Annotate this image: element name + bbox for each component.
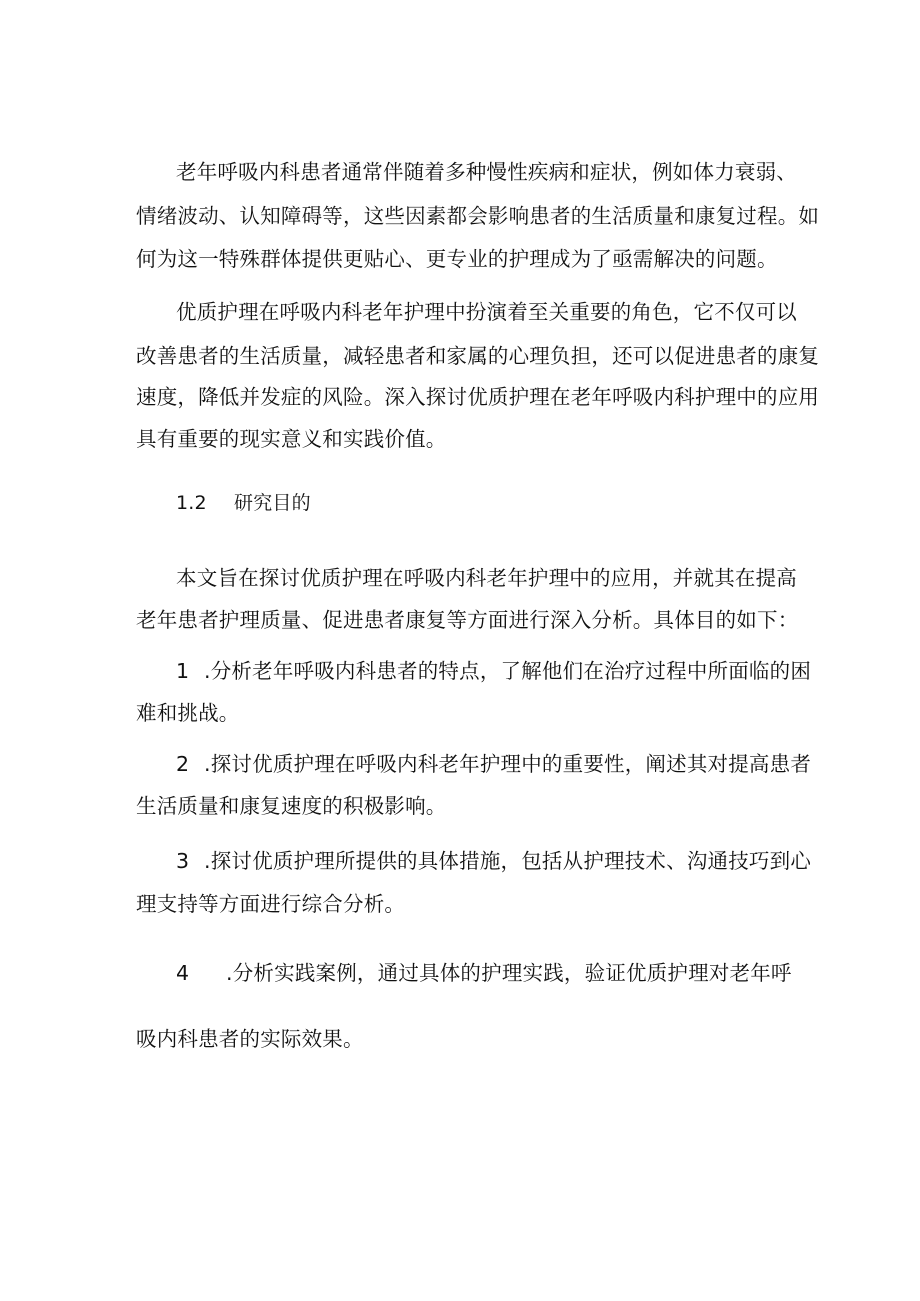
paragraph-1-line-3: 何为这一特殊群体提供更贴心、更专业的护理成为了亟需解决的问题。 — [136, 247, 778, 271]
list-item-3-continuation: 理支持等方面进行综合分析。 — [136, 892, 406, 916]
paragraph-2-line-3: 速度，降低并发症的风险。深入探讨优质护理在老年呼吸内科护理中的应用 — [136, 385, 820, 409]
list-item-2 — [176, 749, 836, 779]
list-item-number: 4 — [176, 961, 190, 985]
section-heading — [176, 488, 836, 518]
list-item-1-continuation: 难和挑战。 — [136, 701, 240, 725]
list-item-1 — [176, 656, 836, 686]
paragraph-3-line-1: 本文旨在探讨优质护理在呼吸内科老年护理中的应用，并就其在提高 — [176, 566, 797, 590]
list-item-2-continuation: 生活质量和康复速度的积极影响。 — [136, 794, 447, 818]
paragraph-2-line-2: 改善患者的生活质量，减轻患者和家属的心理负担，还可以促进患者的康复 — [136, 344, 820, 368]
list-item-number: 3 — [176, 849, 190, 873]
paragraph-2-line-1: 优质护理在呼吸内科老年护理中扮演着至关重要的角色，它不仅可以 — [176, 300, 797, 324]
list-item-number: 2 — [176, 752, 190, 776]
list-item-text: .探讨优质护理在呼吸内科老年护理中的重要性，阐述其对提高患者 — [204, 752, 812, 776]
paragraph-3-line-2: 老年患者护理质量、促进患者康复等方面进行深入分析。具体目的如下： — [136, 608, 799, 632]
list-item-4 — [176, 958, 836, 988]
list-item-4-continuation: 吸内科患者的实际效果。 — [136, 1027, 364, 1051]
section-number: 1.2 — [176, 492, 207, 514]
list-item-number: 1 — [176, 659, 190, 683]
list-item-text: .分析实践案例，通过具体的护理实践，验证优质护理对老年呼 — [226, 961, 792, 985]
paragraph-2-line-4: 具有重要的现实意义和实践价值。 — [136, 427, 447, 451]
paragraph-1-line-2: 情绪波动、认知障碍等，这些因素都会影响患者的生活质量和康复过程。如 — [136, 204, 820, 228]
section-title: 研究目的 — [234, 492, 311, 514]
list-item-3 — [176, 846, 836, 876]
paragraph-1-line-1: 老年呼吸内科患者通常伴随着多种慢性疾病和症状，例如体力衰弱、 — [176, 160, 797, 184]
list-item-text: .分析老年呼吸内科患者的特点，了解他们在治疗过程中所面临的困 — [204, 659, 812, 683]
list-item-text: .探讨优质护理所提供的具体措施，包括从护理技术、沟通技巧到心 — [204, 849, 812, 873]
